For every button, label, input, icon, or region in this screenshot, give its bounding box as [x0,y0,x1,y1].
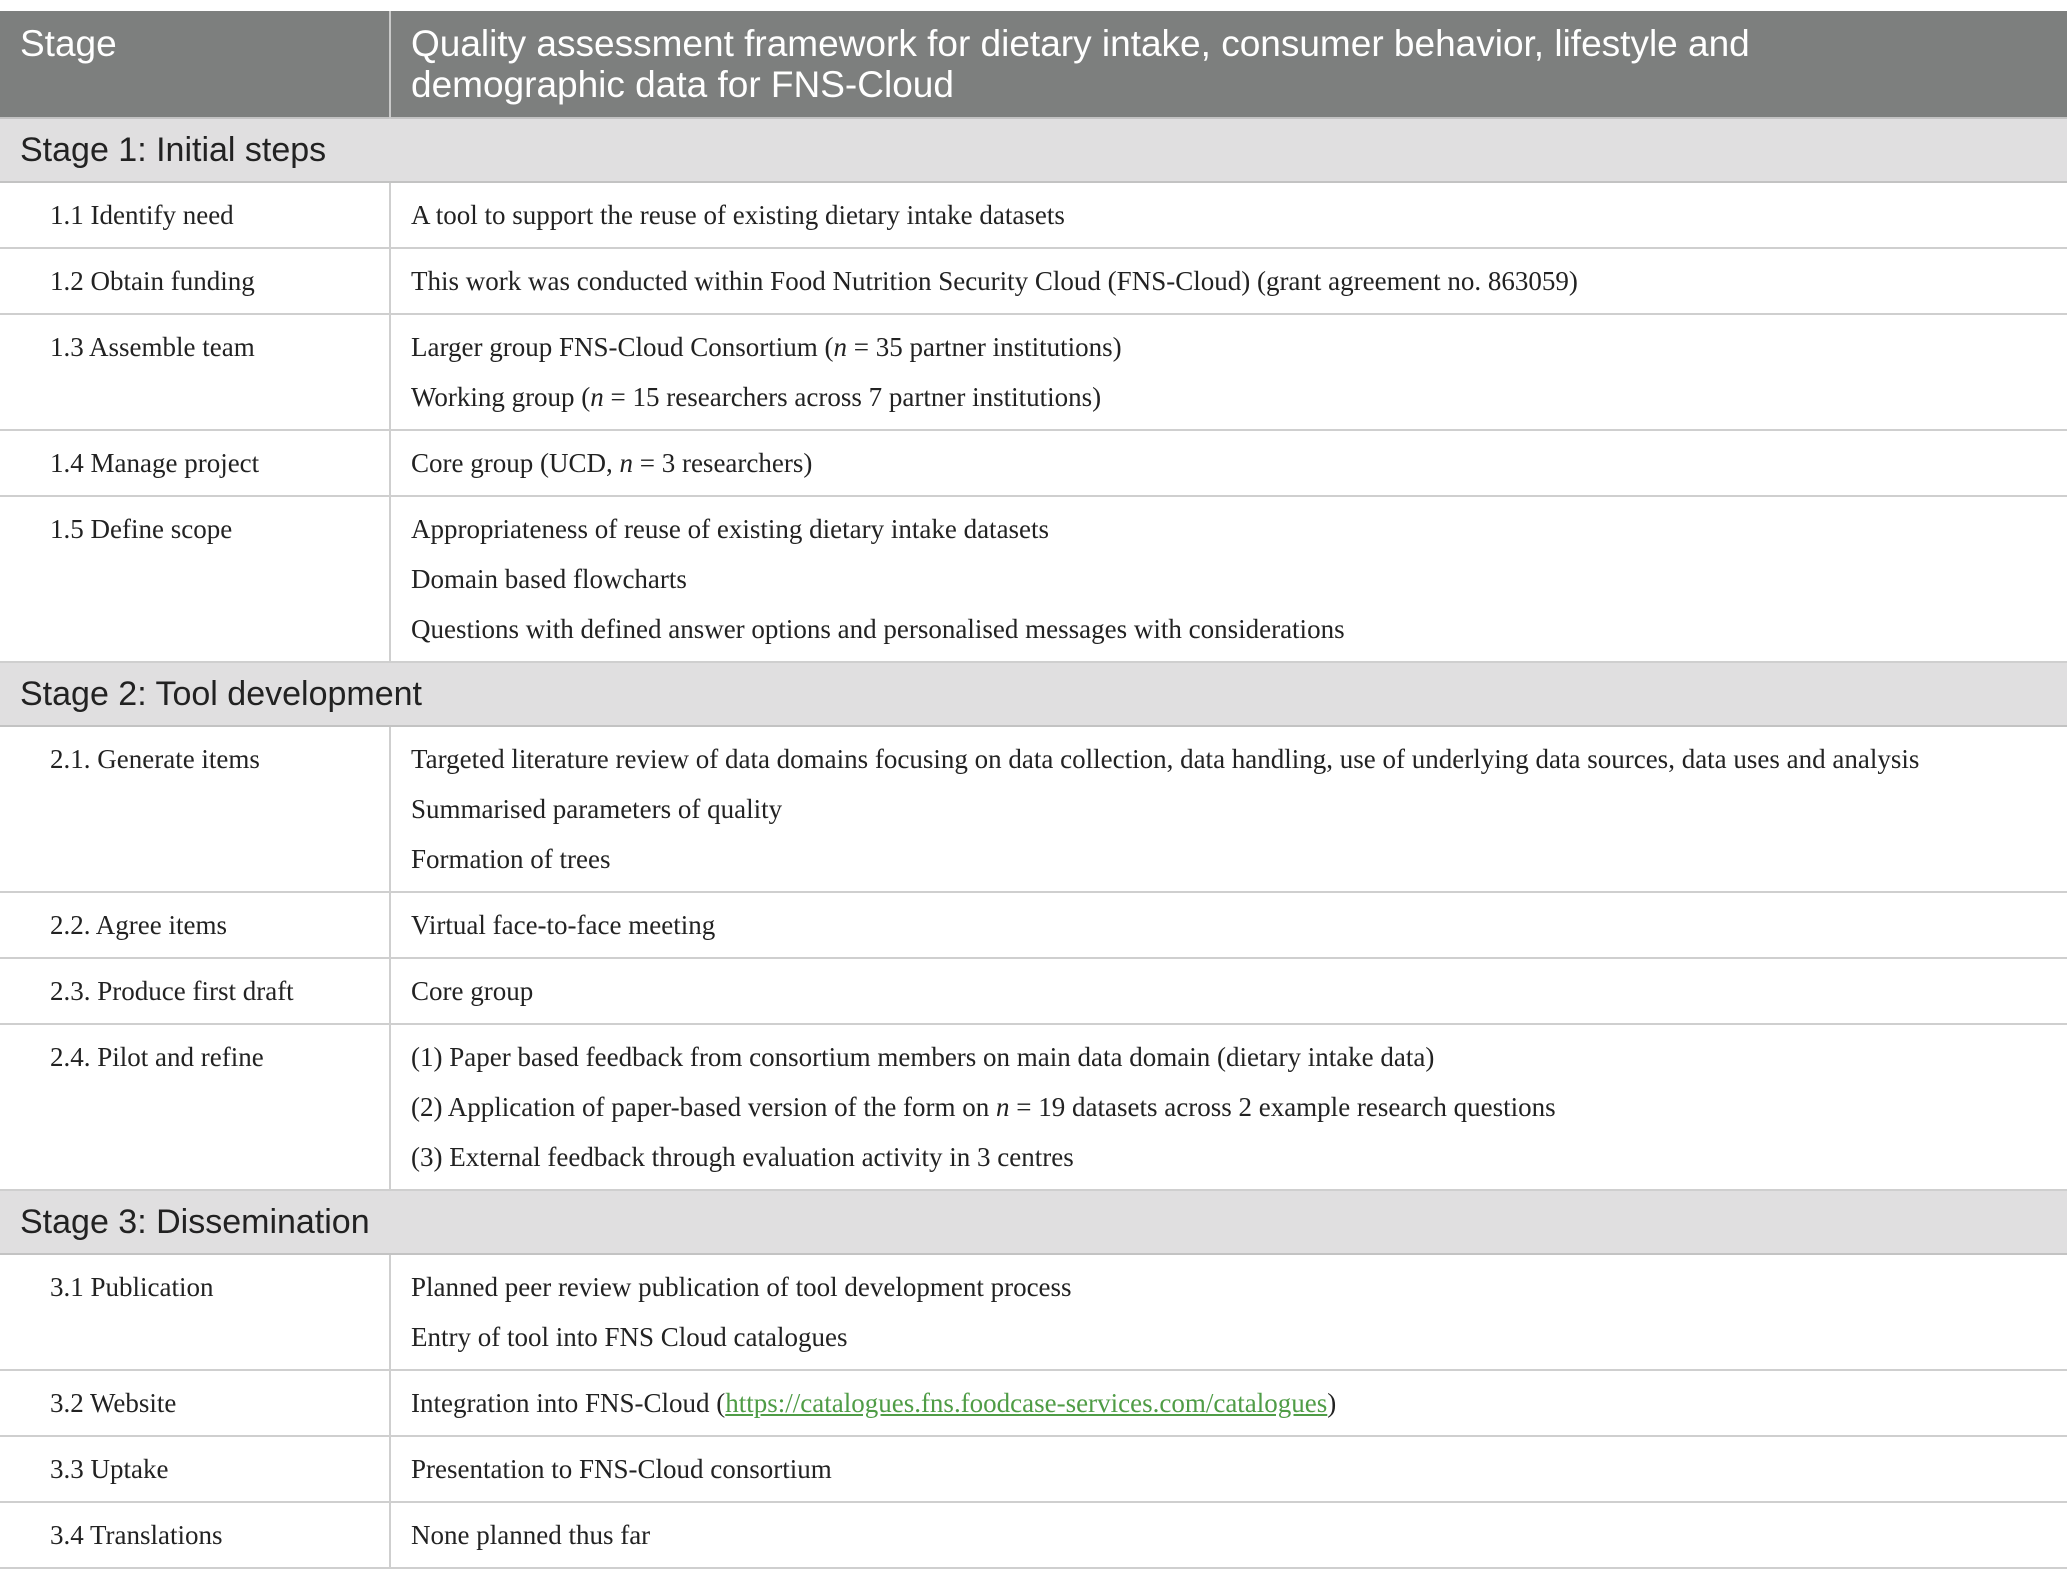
step-label: 3.1 Publication [0,1254,390,1370]
step-description [390,1436,2067,1502]
table-row [0,1024,2067,1190]
step-label: 3.4 Translations [0,1502,390,1568]
step-description [390,958,2067,1024]
italic-n: n [833,332,847,362]
text: Core group (UCD, [411,448,620,478]
step-label: 2.4. Pilot and refine [0,1024,390,1190]
description-line: Virtual face-to-face meeting [411,910,716,940]
section-row-stage-1 [0,118,2067,182]
section-title: Stage 2: Tool development [0,662,2067,726]
section-title: Stage 3: Dissemination [0,1190,2067,1254]
step-description [390,1502,2067,1568]
step-description [390,1024,2067,1190]
description-line: Entry of tool into FNS Cloud catalogues [411,1322,848,1352]
text: = 35 partner institutions) [846,332,1122,362]
table-row [0,248,2067,314]
table-header-row [0,11,2067,118]
description-line [411,1090,2055,1125]
italic-n: n [996,1092,1010,1122]
description-line: This work was conducted within Food Nutrition Security Cloud (FNS-Cloud) (grant agreement no. 863059) [411,266,1578,296]
column-header-framework-line-1: Quality assessment framework for dietary intake, consumer behavior, lifestyle and [411,23,1750,64]
step-description [390,726,2067,892]
table-row [0,1436,2067,1502]
text: = 19 datasets across 2 example research questions [1009,1092,1556,1122]
step-description [390,248,2067,314]
description-line: Planned peer review publication of tool development process [411,1272,1072,1302]
table-row [0,1502,2067,1568]
section-row-stage-2 [0,662,2067,726]
description-line: Formation of trees [411,844,611,874]
italic-n: n [619,448,633,478]
step-label: 1.3 Assemble team [0,314,390,430]
step-label: 1.1 Identify need [0,182,390,248]
table-row [0,892,2067,958]
column-header-framework-line-2: demographic data for FNS-Cloud [411,64,954,105]
description-line: Appropriateness of reuse of existing dietary intake datasets [411,514,1050,544]
step-label: 1.4 Manage project [0,430,390,496]
description-line: Targeted literature review of data domains focusing on data collection, data handling, use of underlying data sources, data uses and analysis [411,744,1920,774]
description-line: Questions with defined answer options and personalised messages with considerations [411,614,1345,644]
text: = 15 researchers across 7 partner institutions) [603,382,1102,412]
description-line: Presentation to FNS-Cloud consortium [411,1454,832,1484]
description-line: Core group [411,976,534,1006]
step-label: 2.3. Produce first draft [0,958,390,1024]
description-line: Summarised parameters of quality [411,794,783,824]
step-label: 3.3 Uptake [0,1436,390,1502]
text: = 3 researchers) [632,448,813,478]
step-label: 1.2 Obtain funding [0,248,390,314]
text: ) [1327,1388,1337,1418]
table-row [0,1254,2067,1370]
italic-n: n [590,382,604,412]
description-line [411,380,2055,415]
table-row [0,314,2067,430]
step-label: 2.1. Generate items [0,726,390,892]
text: Working group ( [411,382,591,412]
description-line: (1) Paper based feedback from consortium members on main data domain (dietary intake data) [411,1042,1435,1072]
table-row [0,182,2067,248]
table-row [0,1370,2067,1436]
text: (2) Application of paper-based version of the form on [411,1092,997,1122]
table-row [0,430,2067,496]
stage-table [0,11,2067,1569]
description-line [411,446,2055,481]
description-line: Domain based flowcharts [411,564,687,594]
description-line: A tool to support the reuse of existing dietary intake datasets [411,200,1065,230]
catalogues-link[interactable]: https://catalogues.fns.foodcase-services.com/catalogues [725,1388,1328,1418]
description-line [411,330,2055,365]
step-description [390,314,2067,430]
text: Integration into FNS-Cloud ( [411,1388,726,1418]
step-label: 2.2. Agree items [0,892,390,958]
step-description [390,430,2067,496]
table-row [0,958,2067,1024]
step-label: 3.2 Website [0,1370,390,1436]
section-row-stage-3 [0,1190,2067,1254]
column-header-stage: Stage [0,11,390,118]
step-description [390,182,2067,248]
description-line: (3) External feedback through evaluation activity in 3 centres [411,1142,1074,1172]
table-row [0,496,2067,662]
description-line [411,1386,2055,1421]
step-label: 1.5 Define scope [0,496,390,662]
description-line: None planned thus far [411,1520,651,1550]
table-row [0,726,2067,892]
text: Larger group FNS-Cloud Consortium ( [411,332,834,362]
section-title: Stage 1: Initial steps [0,118,2067,182]
step-description [390,892,2067,958]
step-description [390,1254,2067,1370]
step-description [390,1370,2067,1436]
step-description [390,496,2067,662]
column-header-framework [390,11,2067,118]
